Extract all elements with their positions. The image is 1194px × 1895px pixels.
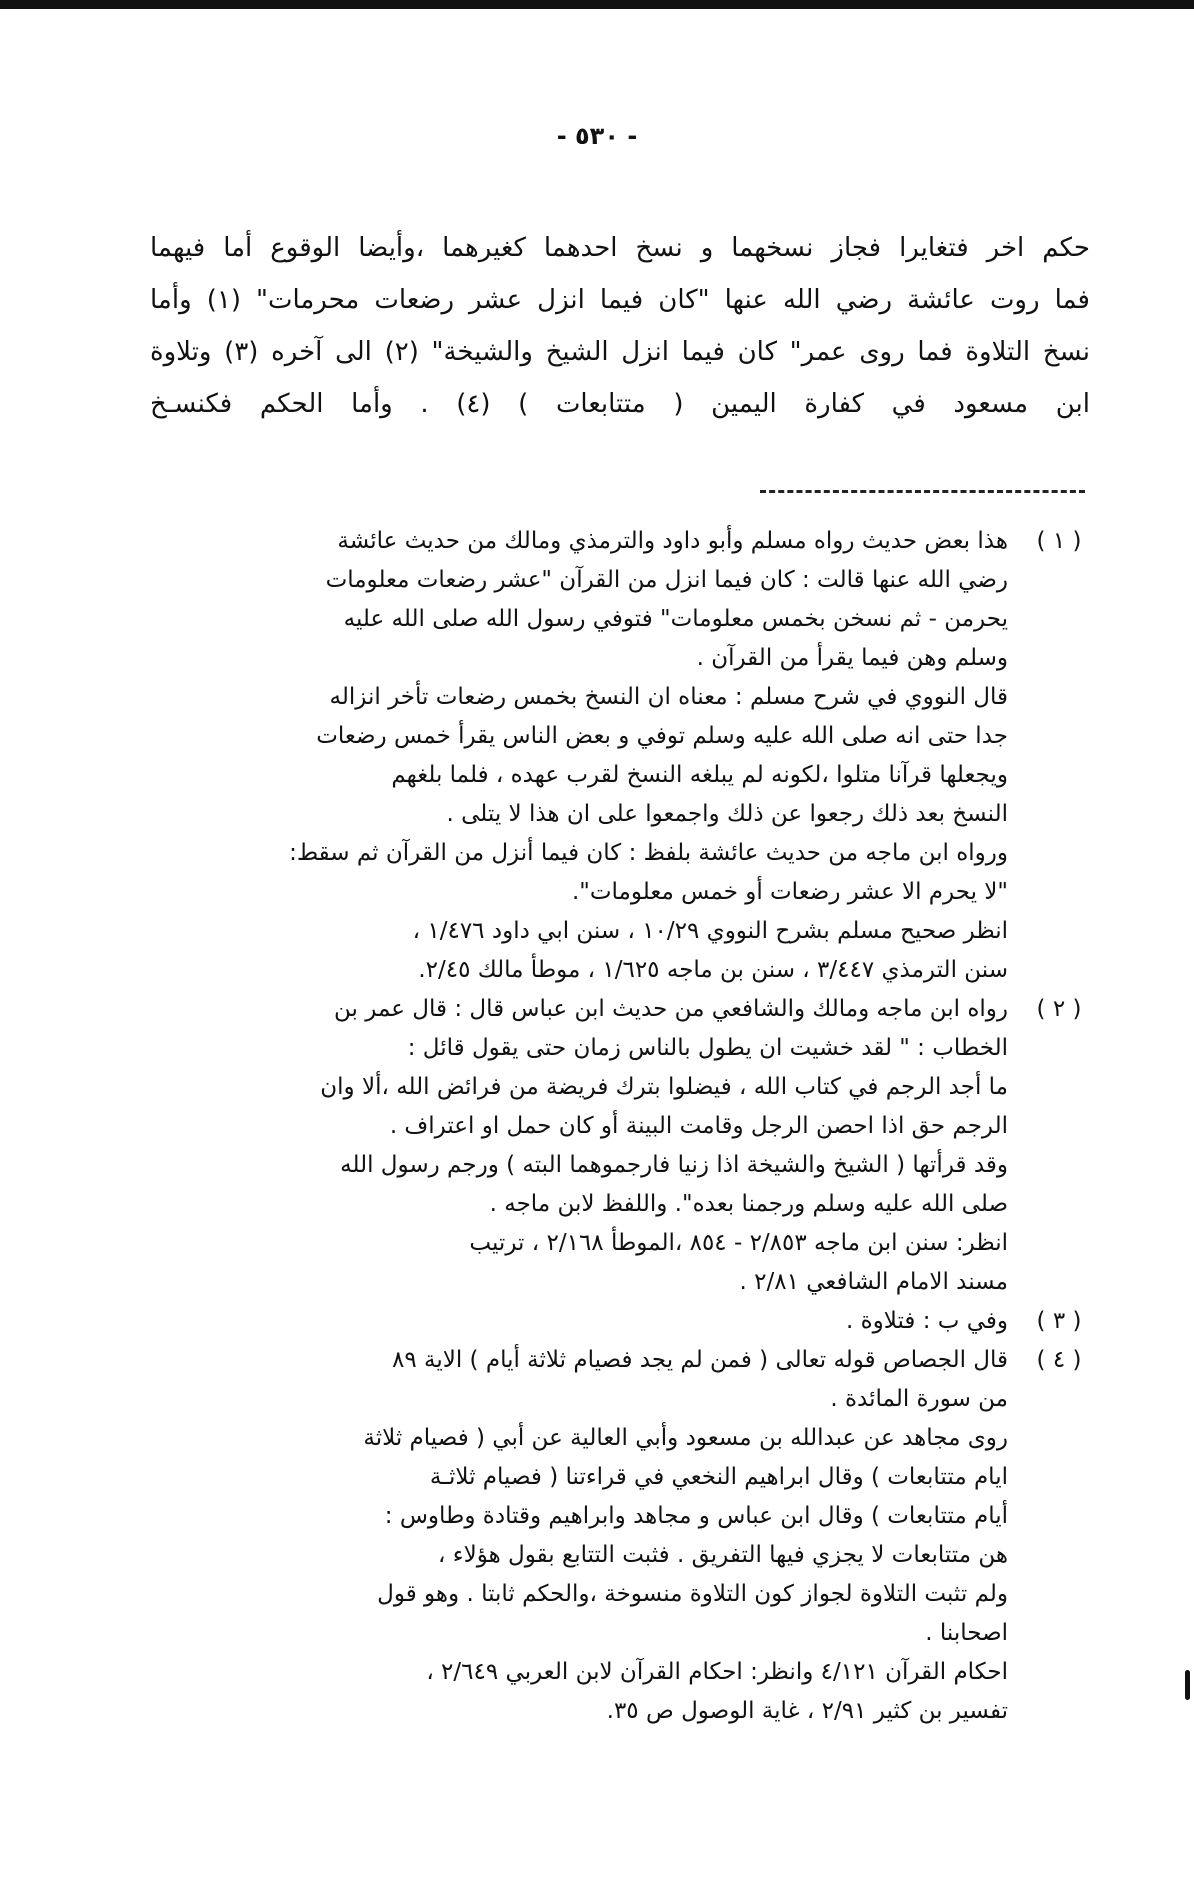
footnote-3 [160, 1302, 1090, 1341]
footnote-line: من سورة المائدة . [830, 1386, 1008, 1412]
footnote-body [160, 1341, 1008, 1731]
footnotes [160, 522, 1090, 1731]
footnote-line: وسلم وهن فيما يقرأ من القرآن . [696, 645, 1008, 671]
footnote-line: رواه ابن ماجه ومالك والشافعي من حديث ابن عباس قال : قال عمر بن [334, 996, 1008, 1022]
main-line: نسخ التلاوة فما روى عمر" كان فيما انزل الشيخ والشيخة" (٢) الى آخره (٣) وتلاوة [150, 337, 1090, 367]
footnote-line: اصحابنا . [925, 1620, 1008, 1646]
main-line: حكم اخر فتغايرا فجاز نسخهما و نسخ احدهما كغيرهما ،وأيضا الوقوع أما فيهما [150, 233, 1090, 263]
footnote-line: ما أجد الرجم في كتاب الله ، فيضلوا بترك فريضة من فرائض الله ،ألا وان [320, 1074, 1008, 1100]
main-text [150, 222, 1090, 430]
footnote-line: ايام متتابعات ) وقال ابراهيم النخعي في قراءتنا ( فصيام ثلاثـة [429, 1464, 1008, 1490]
footnote-marker: ( ٣ ) [1036, 1308, 1082, 1334]
main-line: فما روت عائشة رضي الله عنها "كان فيما انزل عشر رضعات محرمات" (١) وأما [150, 285, 1090, 315]
footnote-line: ورواه ابن ماجه من حديث عائشة بلفظ : كان فيما أنزل من القرآن ثم سقط: [289, 840, 1008, 866]
footnote-line: الخطاب : " لقد خشيت ان يطول بالناس زمان حتى يقول قائل : [407, 1035, 1008, 1061]
footnote-line: روى مجاهد عن عبدالله بن مسعود وأبي العالية عن أبي ( فصيام ثلاثة [363, 1425, 1008, 1451]
footnote-body [160, 522, 1008, 990]
scan-edge-mark [1185, 1670, 1190, 1700]
footnote-line: النسخ بعد ذلك رجعوا عن ذلك واجمعوا على ان هذا لا يتلى . [446, 801, 1008, 827]
footnote-body [160, 990, 1008, 1302]
footnote-line: صلى الله عليه وسلم ورجمنا بعده". واللفظ لابن ماجه . [489, 1191, 1008, 1217]
footnote-line: مسند الامام الشافعي ٢/٨١ . [739, 1269, 1008, 1295]
footnote-line: هذا بعض حديث رواه مسلم وأبو داود والترمذي ومالك من حديث عائشة [337, 528, 1008, 554]
footnote-marker: ( ١ ) [1036, 528, 1082, 554]
footnote-line: تفسير بن كثير ٢/٩١ ، غاية الوصول ص ٣٥. [606, 1698, 1008, 1724]
footnote-line: وفي ب : فتلاوة . [845, 1308, 1008, 1334]
footnote-line: هن متتابعات لا يجزي فيها التفريق . فثبت التتابع بقول هؤلاء ، [438, 1542, 1008, 1568]
footnote-line: "لا يحرم الا عشر رضعات أو خمس معلومات". [571, 879, 1008, 905]
footnote-divider [760, 490, 1085, 493]
footnote-4 [160, 1341, 1090, 1731]
footnote-line: ولم تثبت التلاوة لجواز كون التلاوة منسوخة ،والحكم ثابتا . وهو قول [377, 1581, 1008, 1607]
main-line: ابن مسعود في كفارة اليمين ( متتابعات ) (٤) . وأما الحكم فكنسـخ [150, 389, 1090, 419]
footnote-line: يحرمن - ثم نسخن بخمس معلومات" فتوفي رسول الله صلى الله عليه [343, 606, 1008, 632]
footnote-line: رضي الله عنها قالت : كان فيما انزل من القرآن "عشر رضعات معلومات [325, 567, 1008, 593]
footnote-line: جدا حتى انه صلى الله عليه وسلم توفي و بعض الناس يقرأ خمس رضعات [316, 723, 1008, 749]
page-top-edge [0, 0, 1194, 9]
footnote-marker: ( ٢ ) [1036, 996, 1082, 1022]
footnote-line: أيام متتابعات ) وقال ابن عباس و مجاهد وابراهيم وقتادة وطاوس : [384, 1503, 1008, 1529]
footnote-line: سنن الترمذي ٣/٤٤٧ ، سنن بن ماجه ١/٦٢٥ ، موطأ مالك ٢/٤٥. [418, 957, 1008, 983]
footnote-body [160, 1302, 1008, 1341]
footnote-line: ويجعلها قرآنا متلوا ،لكونه لم يبلغه النسخ لقرب عهده ، فلما بلغهم [391, 762, 1008, 788]
footnote-line: انظر: سنن ابن ماجه ٢/٨٥٣ - ٨٥٤ ،الموطأ ٢/١٦٨ ، ترتيب [469, 1230, 1008, 1256]
footnote-line: قال النووي في شرح مسلم : معناه ان النسخ بخمس رضعات تأخر انزاله [329, 684, 1008, 710]
footnote-line: الرجم حق اذا احصن الرجل وقامت البينة أو كان حمل او اعتراف . [389, 1113, 1008, 1139]
footnote-marker: ( ٤ ) [1036, 1347, 1082, 1373]
footnote-2 [160, 990, 1090, 1302]
footnote-1 [160, 522, 1090, 990]
footnote-line: انظر صحيح مسلم بشرح النووي ١٠/٢٩ ، سنن ابي داود ١/٤٧٦ ، [412, 918, 1008, 944]
footnote-line: قال الجصاص قوله تعالى ( فمن لم يجد فصيام ثلاثة أيام ) الاية ٨٩ [391, 1347, 1008, 1373]
page-number: - ٥٣٠ - [556, 122, 638, 150]
footnote-line: احكام القرآن ٤/١٢١ وانظر: احكام القرآن لابن العربي ٢/٦٤٩ ، [426, 1659, 1008, 1685]
footnote-line: وقد قرأتها ( الشيخ والشيخة اذا زنيا فارجموهما البته ) ورجم رسول الله [340, 1152, 1008, 1178]
